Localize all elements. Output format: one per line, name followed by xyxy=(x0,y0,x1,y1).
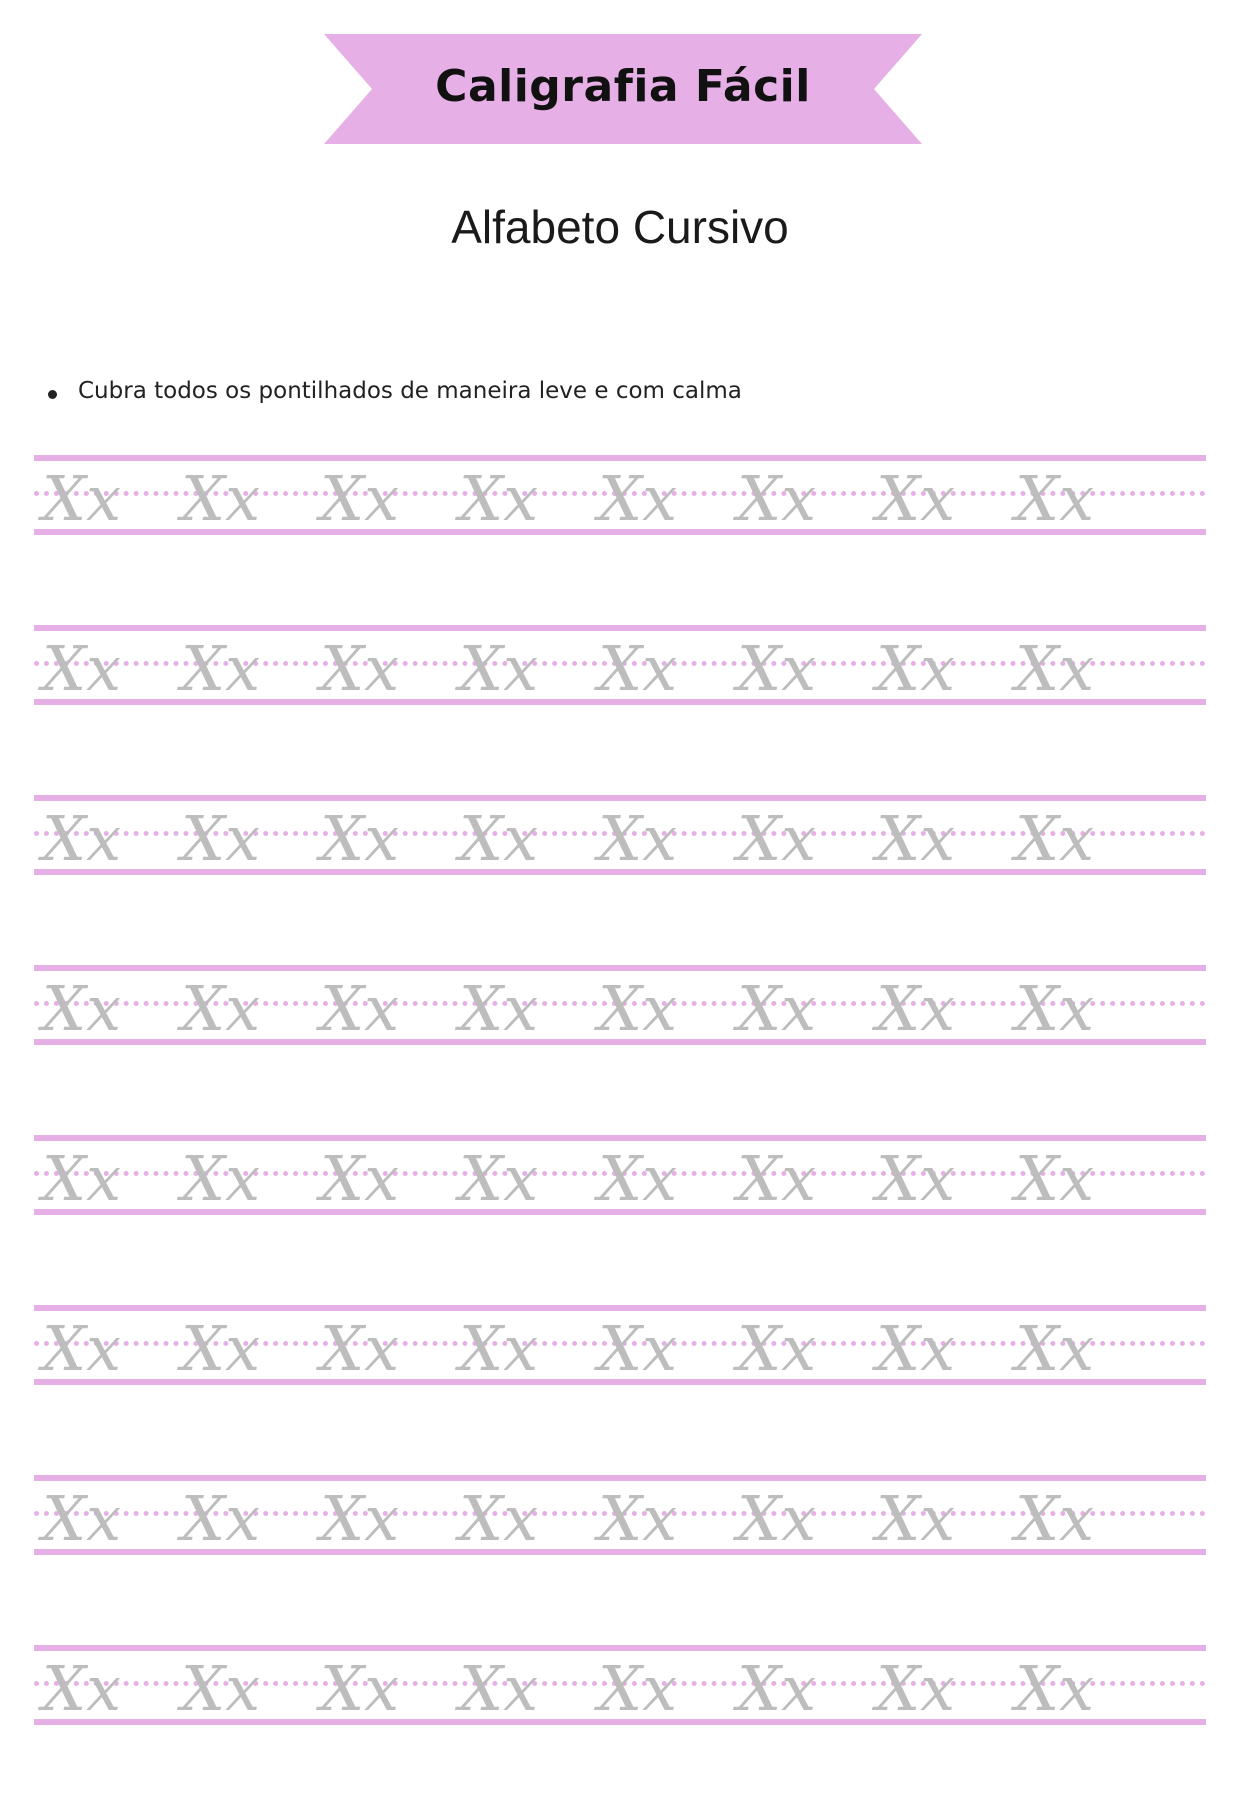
practice-row xyxy=(34,1645,1206,1723)
trace-letter-pair: Xx xyxy=(42,802,122,875)
trace-letter-pair: Xx xyxy=(876,802,956,875)
trace-letter-pair: Xx xyxy=(737,1312,817,1385)
trace-letter-pair: Xx xyxy=(181,462,261,535)
page-title: Caligrafia Fácil xyxy=(435,61,811,112)
trace-letter-pair: Xx xyxy=(181,1312,261,1385)
trace-letter-pair: Xx xyxy=(1015,972,1095,1045)
trace-letter-pair: Xx xyxy=(598,1652,678,1725)
trace-letter-pair: Xx xyxy=(598,632,678,705)
practice-row xyxy=(34,965,1206,1043)
guide-line-top xyxy=(34,795,1206,801)
trace-letter-pair: Xx xyxy=(876,1312,956,1385)
trace-set xyxy=(42,1652,1162,1737)
trace-letter-pair: Xx xyxy=(876,632,956,705)
trace-letter-pair: Xx xyxy=(1015,1312,1095,1385)
trace-letter-pair: Xx xyxy=(1015,1482,1095,1555)
trace-letter-pair: Xx xyxy=(320,1142,400,1215)
trace-set xyxy=(42,1142,1162,1227)
guide-line-top xyxy=(34,1475,1206,1481)
trace-letter-pair: Xx xyxy=(459,1312,539,1385)
practice-row xyxy=(34,625,1206,703)
trace-letter-pair: Xx xyxy=(737,1652,817,1725)
trace-letter-pair: Xx xyxy=(459,1142,539,1215)
trace-letter-pair: Xx xyxy=(181,1482,261,1555)
trace-letter-pair: Xx xyxy=(1015,802,1095,875)
trace-letter-pair: Xx xyxy=(1015,632,1095,705)
practice-row xyxy=(34,455,1206,533)
practice-row xyxy=(34,1135,1206,1213)
trace-letter-pair: Xx xyxy=(181,632,261,705)
trace-letter-pair: Xx xyxy=(876,462,956,535)
trace-letter-pair: Xx xyxy=(598,972,678,1045)
trace-letter-pair: Xx xyxy=(320,1482,400,1555)
trace-letter-pair: Xx xyxy=(181,1142,261,1215)
guide-line-top xyxy=(34,1305,1206,1311)
guide-line-top xyxy=(34,1645,1206,1651)
guide-line-top xyxy=(34,1135,1206,1141)
trace-letter-pair: Xx xyxy=(459,1652,539,1725)
trace-letter-pair: Xx xyxy=(320,632,400,705)
trace-letter-pair: Xx xyxy=(181,1652,261,1725)
trace-set xyxy=(42,972,1162,1057)
page-subtitle: Alfabeto Cursivo xyxy=(451,201,789,253)
instruction-list xyxy=(44,378,742,404)
trace-letter-pair: Xx xyxy=(737,1142,817,1215)
practice-row xyxy=(34,1475,1206,1553)
guide-line-top xyxy=(34,455,1206,461)
trace-letter-pair: Xx xyxy=(737,462,817,535)
trace-letter-pair: Xx xyxy=(320,1652,400,1725)
trace-letter-pair: Xx xyxy=(42,632,122,705)
trace-letter-pair: Xx xyxy=(1015,1142,1095,1215)
trace-letter-pair: Xx xyxy=(598,462,678,535)
trace-set xyxy=(42,1482,1162,1567)
instruction-item: Cubra todos os pontilhados de maneira leve e com calma xyxy=(44,378,742,404)
trace-set xyxy=(42,1312,1162,1397)
trace-letter-pair: Xx xyxy=(42,1142,122,1215)
trace-letter-pair: Xx xyxy=(459,1482,539,1555)
trace-letter-pair: Xx xyxy=(42,462,122,535)
trace-letter-pair: Xx xyxy=(459,802,539,875)
trace-letter-pair: Xx xyxy=(598,1482,678,1555)
trace-letter-pair: Xx xyxy=(1015,462,1095,535)
guide-line-top xyxy=(34,625,1206,631)
trace-letter-pair: Xx xyxy=(876,1482,956,1555)
trace-letter-pair: Xx xyxy=(42,1482,122,1555)
trace-letter-pair: Xx xyxy=(459,972,539,1045)
practice-row xyxy=(34,1305,1206,1383)
trace-letter-pair: Xx xyxy=(1015,1652,1095,1725)
trace-letter-pair: Xx xyxy=(320,462,400,535)
trace-set xyxy=(42,462,1162,547)
trace-letter-pair: Xx xyxy=(737,972,817,1045)
trace-set xyxy=(42,802,1162,887)
trace-letter-pair: Xx xyxy=(42,1652,122,1725)
trace-letter-pair: Xx xyxy=(737,802,817,875)
trace-letter-pair: Xx xyxy=(42,1312,122,1385)
title-banner xyxy=(324,34,922,144)
trace-letter-pair: Xx xyxy=(598,1312,678,1385)
practice-rows xyxy=(34,455,1206,1815)
practice-row xyxy=(34,795,1206,873)
trace-letter-pair: Xx xyxy=(876,1652,956,1725)
trace-letter-pair: Xx xyxy=(876,1142,956,1215)
trace-letter-pair: Xx xyxy=(737,632,817,705)
trace-letter-pair: Xx xyxy=(598,802,678,875)
trace-set xyxy=(42,632,1162,717)
trace-letter-pair: Xx xyxy=(181,972,261,1045)
trace-letter-pair: Xx xyxy=(181,802,261,875)
trace-letter-pair: Xx xyxy=(598,1142,678,1215)
trace-letter-pair: Xx xyxy=(320,802,400,875)
guide-line-top xyxy=(34,965,1206,971)
trace-letter-pair: Xx xyxy=(42,972,122,1045)
trace-letter-pair: Xx xyxy=(459,632,539,705)
trace-letter-pair: Xx xyxy=(320,1312,400,1385)
trace-letter-pair: Xx xyxy=(737,1482,817,1555)
trace-letter-pair: Xx xyxy=(320,972,400,1045)
trace-letter-pair: Xx xyxy=(876,972,956,1045)
trace-letter-pair: Xx xyxy=(459,462,539,535)
